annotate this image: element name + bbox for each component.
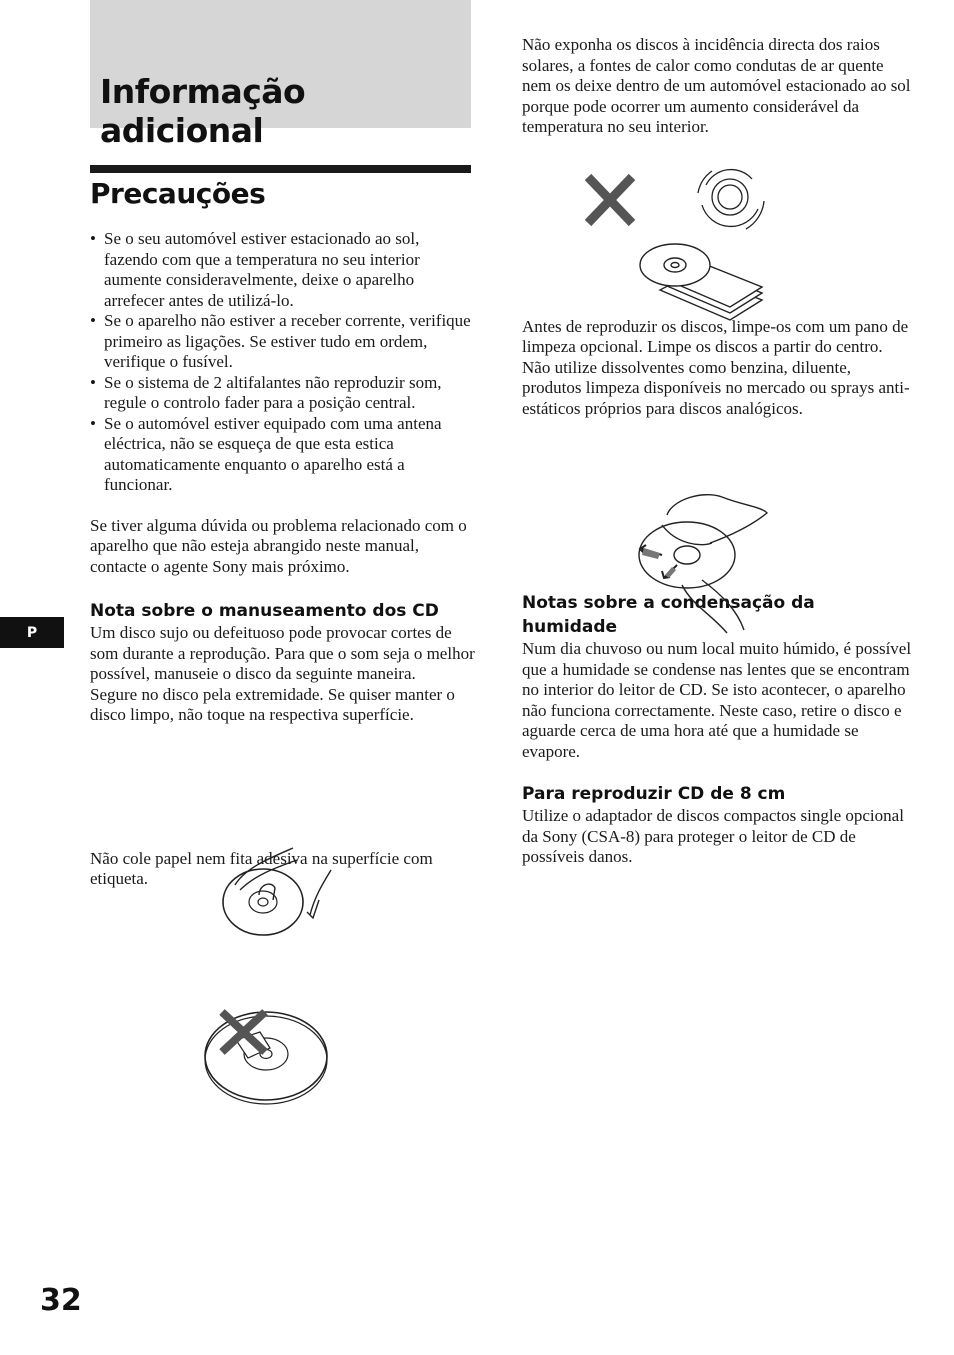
cd-handling-paragraph-1: Um disco sujo ou defeituoso pode provocar cortes de som durante a reprodução. Para que o som seja o melhor possível, manuseie o disco da seguinte maneira. [90, 623, 475, 683]
no-tape-disc-illustration [200, 1000, 335, 1110]
list-item: • Se o automóvel estiver equipado com uma antena eléctrica, não se esqueça de que esta estica automaticamente enquanto o aparelho está a funcionar. [90, 414, 475, 496]
page-number: 32 [40, 1283, 82, 1318]
list-item: • Se o sistema de 2 altifalantes não reproduzir som, regule o controlo fader para a posição central. [90, 373, 475, 414]
cd-handling-heading: Nota sobre o manuseamento dos CD [90, 601, 439, 621]
language-tab: P [0, 617, 64, 648]
left-column [90, 229, 475, 890]
chapter-title: Informação adicional [100, 72, 306, 150]
label-surface-paragraph: Não cole papel nem fita adesiva na superfície com etiqueta. [90, 848, 433, 888]
cd-handling-paragraph-2: Segure no disco pela extremidade. Se quiser manter o disco limpo, não toque na respectiva superfície. [90, 684, 455, 724]
condensation-heading: Notas sobre a condensação da humidade [522, 593, 815, 637]
cleaning-paragraph-2: Não utilize dissolventes como benzina, diluente, produtos limpeza disponíveis no mercado ou sprays anti-estáticos próprios para discos analógicos. [522, 357, 910, 418]
contact-paragraph: Se tiver alguma dúvida ou problema relacionado com o aparelho que não esteja abrangido neste manual, contacte o agente Sony mais próximo. [90, 515, 467, 576]
chapter-header [90, 0, 471, 150]
condensation-paragraph: Num dia chuvoso ou num local muito húmido, é possível que a humidade se condense nas lentes que se encontram no interior do leitor de CD. Se isto acontecer, o aparelho não funciona correctamente. Neste caso, retire o disco e aguarde cerca de uma hora até que a humidade se evapore. [522, 639, 912, 761]
cd8-heading: Para reproduzir CD de 8 cm [522, 784, 786, 804]
right-column [522, 35, 912, 868]
sun-heat-illustration [580, 165, 770, 325]
cleaning-paragraph-1: Antes de reproduzir os discos, limpe-os com um pano de limpeza opcional. Limpe os discos a partir do centro. [522, 316, 909, 356]
cd8-paragraph: Utilize o adaptador de discos compactos single opcional da Sony (CSA-8) para proteger o leitor de CD de possíveis danos. [522, 806, 904, 866]
cleaning-disc-illustration [632, 485, 772, 635]
list-item: • Se o aparelho não estiver a receber corrente, verifique primeiro as ligações. Se estiver tudo em ordem, verifique o fusível. [90, 311, 475, 373]
sunlight-paragraph: Não exponha os discos à incidência directa dos raios solares, a fontes de calor como condutas de ar quente nem os deixe dentro de um automóvel estacionado ao sol porque pode ocorrer um aumento considerável da temperatura no seu interior. [522, 35, 911, 136]
hold-disc-illustration [215, 840, 340, 940]
section-rule [90, 165, 471, 173]
list-item: • Se o seu automóvel estiver estacionado ao sol, fazendo com que a temperatura no seu interior aumente consideravelmente, deixe o aparelho arrefecer antes de utilizá-lo. [90, 229, 475, 311]
section-title: Precauções [90, 177, 266, 210]
precaution-list [90, 229, 475, 496]
